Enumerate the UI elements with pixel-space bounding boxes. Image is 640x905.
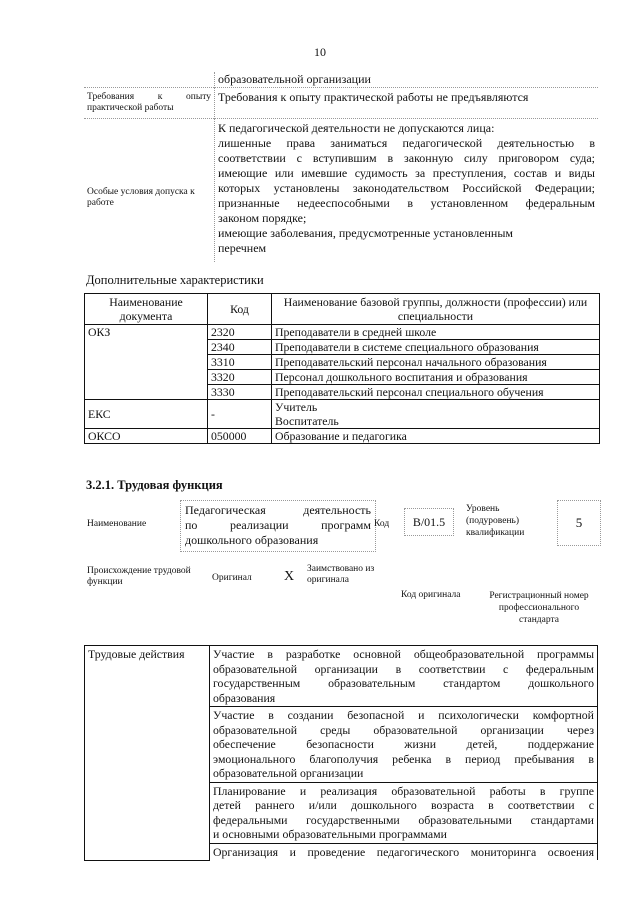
okz-code: 3330	[208, 385, 272, 400]
name-label: Наименование	[87, 519, 147, 529]
table-row	[85, 646, 598, 707]
header-doc: Наименование документа	[85, 294, 208, 325]
original-code-label: Код оригинала	[401, 590, 461, 600]
eks-code: -	[208, 400, 272, 429]
table-row	[85, 325, 600, 340]
function-name-box: Педагогическая деятельность по реализации программ дошкольного образования	[180, 500, 376, 552]
table-header-row	[85, 294, 600, 325]
okz-name: Преподавательский персонал специального обучения	[272, 385, 600, 400]
experience-label: Требования к опыту практической работы	[84, 88, 215, 119]
special-conditions-label: Особые условия допуска к работе	[84, 119, 215, 263]
table-row	[85, 400, 600, 429]
table-row	[85, 429, 600, 444]
original-label: Оригинал	[212, 573, 252, 583]
section-title: 3.2.1. Трудовая функция	[86, 478, 223, 492]
okso-label: ОКСО	[85, 429, 208, 444]
eks-label: ЕКС	[85, 400, 208, 429]
action-item: Участие в создании безопасной и психологически комфортной образовательной среды образовательной организации через обеспечение безопасности жизни детей, поддержание эмоционального благополучия ребенка в период пребывания в образовательной организации	[210, 707, 598, 783]
eks-names: Учитель Воспитатель	[272, 400, 600, 429]
level-value: 5	[557, 500, 601, 546]
okz-name: Преподаватели в системе специального образования	[272, 340, 600, 355]
original-mark: X	[284, 569, 295, 584]
registration-number-label: Регистрационный номер профессионального стандарта	[489, 591, 589, 625]
table-row	[84, 72, 598, 88]
level-label: Уровень (подуровень) квалификации	[466, 504, 525, 538]
action-item: Организация и проведение педагогического мониторинга освоения	[210, 843, 598, 860]
action-item: Участие в разработке основной общеобразовательной программы образовательной организации в соответствии с федеральным государственным образовательным стандартом дошкольного образования	[210, 646, 598, 707]
code-value: B/01.5	[404, 508, 454, 536]
labor-actions-table	[84, 645, 598, 861]
okso-code: 050000	[208, 429, 272, 444]
origin-label: Происхождение трудовой функции	[87, 566, 191, 587]
okz-label: ОКЗ	[85, 325, 208, 400]
experience-value: Требования к опыту практической работы не предъявляются	[215, 88, 599, 119]
table-row	[84, 88, 598, 119]
borrowed-label: Заимствовано из оригинала	[307, 564, 375, 585]
okz-code: 2340	[208, 340, 272, 355]
labor-actions-label: Трудовые действия	[85, 646, 210, 861]
okso-name: Образование и педагогика	[272, 429, 600, 444]
special-conditions-text: К педагогической деятельности не допускаются лица: лишенные права заниматься педагогической деятельностью в соответствии с вступившим в законную силу приговором суда; имеющие или имевшие судимость за преступления, состав и виды которых установлены законодательством Российской Федерации; признанные недееспособными в установленном федеральным законом порядке; имеющие заболевания, предусмотренные установленным перечнем	[215, 119, 599, 263]
header-name: Наименование базовой группы, должности (профессии) или специальности	[272, 294, 600, 325]
code-label: Код	[374, 519, 390, 529]
header-code: Код	[208, 294, 272, 325]
additional-heading: Дополнительные характеристики	[86, 273, 264, 287]
table-row	[84, 119, 598, 263]
requirements-table	[84, 72, 598, 262]
okz-code: 3310	[208, 355, 272, 370]
action-item: Планирование и реализация образовательной работы в группе детей раннего и/или дошкольного возраста в соответствии с федеральными государственными образовательными стандартами и основными образовательными программами	[210, 782, 598, 843]
okz-code: 3320	[208, 370, 272, 385]
okz-name: Преподавательский персонал начального образования	[272, 355, 600, 370]
continuation-text: образовательной организации	[218, 72, 371, 86]
additional-table	[84, 293, 600, 444]
okz-name: Персонал дошкольного воспитания и образования	[272, 370, 600, 385]
okz-code: 2320	[208, 325, 272, 340]
page-number: 10	[314, 45, 326, 59]
okz-name: Преподаватели в средней школе	[272, 325, 600, 340]
